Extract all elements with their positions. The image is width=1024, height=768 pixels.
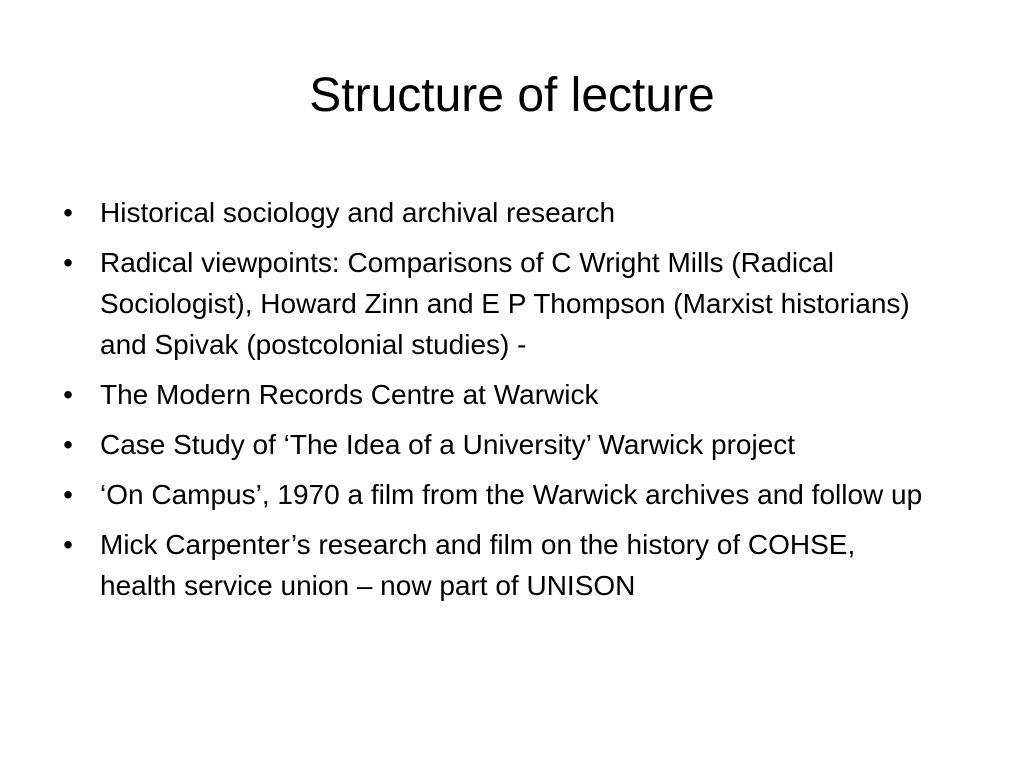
bullet-dot-icon: •: [63, 379, 73, 410]
slide-title: Structure of lecture: [309, 69, 715, 122]
bullet-list: [58, 192, 938, 615]
bullet-item: [58, 424, 938, 465]
bullet-dot-icon: •: [63, 529, 73, 560]
bullet-item: [58, 242, 938, 365]
bullet-dot-icon: •: [63, 429, 73, 460]
bullet-dot-icon: •: [63, 479, 73, 510]
bullet-dot-icon: •: [63, 197, 73, 228]
bullet-item: [58, 524, 938, 606]
bullet-text: ‘On Campus’, 1970 a film from the Warwick archives and follow up: [100, 479, 923, 510]
bullet-item: [58, 374, 938, 415]
bullet-text: Historical sociology and archival research: [100, 197, 616, 228]
bullet-text: Radical viewpoints: Comparisons of C Wright Mills (Radical Sociologist), Howard Zinn and E P Thompson (Marxist historians) and Spivak (postcolonial studies) -: [100, 247, 910, 360]
bullet-item: [58, 474, 938, 515]
bullet-item: [58, 192, 938, 233]
bullet-text: The Modern Records Centre at Warwick: [100, 379, 599, 410]
bullet-text: Case Study of ‘The Idea of a University’ Warwick project: [100, 429, 796, 460]
bullet-dot-icon: •: [63, 247, 73, 278]
bullet-text: Mick Carpenter’s research and film on the history of COHSE, health service union – now part of UNISON: [100, 529, 856, 601]
